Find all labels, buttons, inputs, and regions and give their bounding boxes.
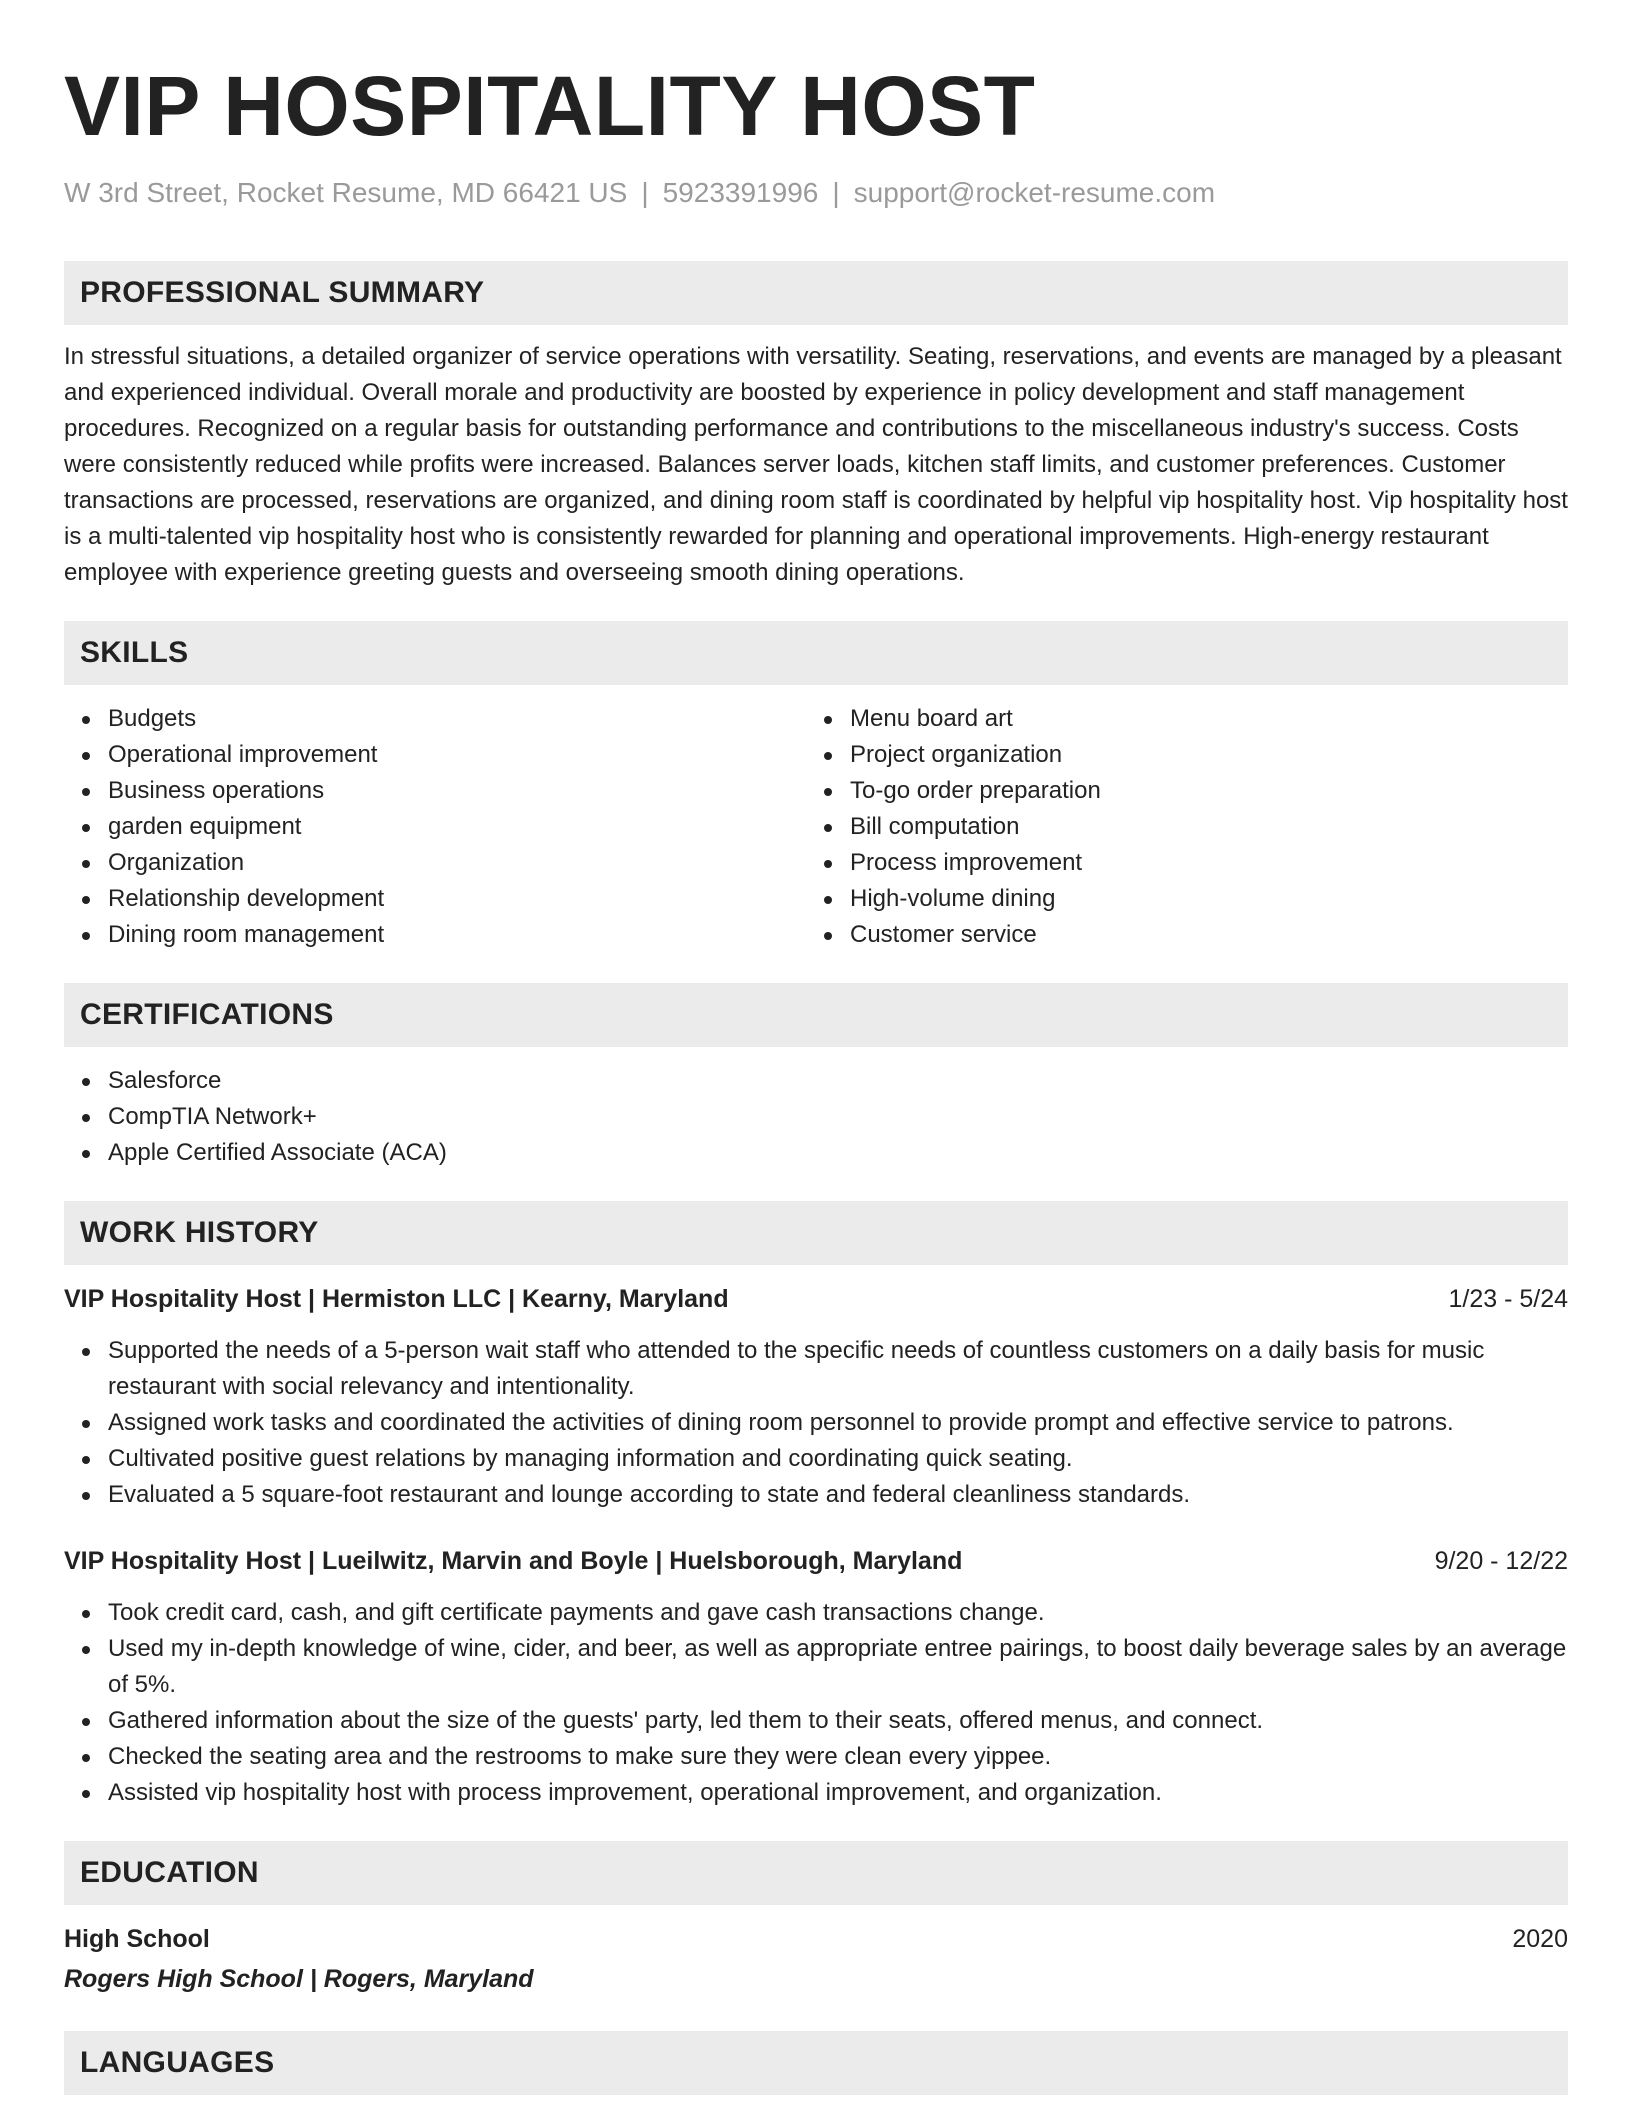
job-entry: [64, 1281, 1568, 1513]
section-header-languages: LANGUAGES: [64, 2031, 1568, 2095]
skill-item: Budgets: [108, 701, 806, 737]
contact-email[interactable]: support@rocket-resume.com: [853, 177, 1216, 208]
job-duties: [64, 1595, 1568, 1811]
section-header-education: EDUCATION: [64, 1841, 1568, 1905]
job-duty-item: Took credit card, cash, and gift certificate payments and gave cash transactions change.: [108, 1595, 1568, 1631]
summary-text: In stressful situations, a detailed organizer of service operations with versatility. Seating, reservations, and events are managed by a pleasant and experienced individual. Overall morale and productivity are boosted by experience in policy development and staff management procedures. Recognized on a regular basis for outstanding performance and contributions to the miscellaneous industry's success. Costs were consistently reduced while profits were increased. Balances server loads, kitchen staff limits, and customer preferences. Customer transactions are processed, reservations are organized, and dining room staff is coordinated by helpful vip hospitality host. Vip hospitality host is a multi-talented vip hospitality host who is consistently rewarded for planning and operational improvements. High-energy restaurant employee with experience greeting guests and overseeing smooth dining operations.: [64, 342, 1568, 586]
skill-item: Relationship development: [108, 881, 806, 917]
skill-item: Customer service: [850, 917, 1548, 953]
education-year: 2020: [1512, 1924, 1568, 1953]
job-duty-item: Supported the needs of a 5-person wait staff who attended to the specific needs of countless customers on a daily basis for music restaurant with social relevancy and intentionality.: [108, 1333, 1568, 1405]
skill-item: Organization: [108, 845, 806, 881]
job-header: [64, 1281, 1568, 1317]
skill-item: Process improvement: [850, 845, 1548, 881]
skill-item: Bill computation: [850, 809, 1548, 845]
job-dates: 1/23 - 5/24: [1448, 1284, 1568, 1313]
skill-item: High-volume dining: [850, 881, 1548, 917]
skill-item: Operational improvement: [108, 737, 806, 773]
section-header-work-history: WORK HISTORY: [64, 1201, 1568, 1265]
contact-phone: 5923391996: [662, 177, 819, 208]
job-dates: 9/20 - 12/22: [1434, 1546, 1568, 1575]
contact-line: [64, 176, 1568, 210]
job-duty-item: Checked the seating area and the restrooms to make sure they were clean every yippee.: [108, 1739, 1568, 1775]
job-duties: [64, 1333, 1568, 1513]
skill-item: Menu board art: [850, 701, 1548, 737]
job-duty-item: Assigned work tasks and coordinated the activities of dining room personnel to provide prompt and effective service to patrons.: [108, 1405, 1568, 1441]
skill-item: To-go order preparation: [850, 773, 1548, 809]
job-duty-item: Used my in-depth knowledge of wine, cider, and beer, as well as appropriate entree pairings, to boost daily beverage sales by an average of 5%.: [108, 1631, 1568, 1703]
education-entry: [64, 1921, 1568, 1997]
contact-separator: |: [641, 177, 649, 208]
job-duty-item: Assisted vip hospitality host with process improvement, operational improvement, and organization.: [108, 1775, 1568, 1811]
section-header-summary: PROFESSIONAL SUMMARY: [64, 261, 1568, 325]
education-degree: High School: [64, 1924, 210, 1953]
certification-item: Apple Certified Associate (ACA): [108, 1135, 1568, 1171]
certifications-list: [64, 1063, 1568, 1171]
skill-item: Dining room management: [108, 917, 806, 953]
education-header: [64, 1921, 1568, 1957]
job-duty-item: Cultivated positive guest relations by managing information and coordinating quick seating.: [108, 1441, 1568, 1477]
skills-column-left: [64, 701, 806, 953]
certification-item: Salesforce: [108, 1063, 1568, 1099]
certification-item: CompTIA Network+: [108, 1099, 1568, 1135]
job-entry: [64, 1543, 1568, 1811]
education-school: Rogers High School | Rogers, Maryland: [64, 1964, 534, 1993]
skills-list: [64, 701, 1568, 953]
skill-item: Business operations: [108, 773, 806, 809]
skill-item: garden equipment: [108, 809, 806, 845]
job-duty-item: Evaluated a 5 square-foot restaurant and lounge according to state and federal cleanliness standards.: [108, 1477, 1568, 1513]
job-header: [64, 1543, 1568, 1579]
section-header-skills: SKILLS: [64, 621, 1568, 685]
candidate-name: VIP HOSPITALITY HOST: [64, 59, 1036, 153]
job-title: VIP Hospitality Host | Hermiston LLC | Kearny, Maryland: [64, 1284, 729, 1313]
contact-address: W 3rd Street, Rocket Resume, MD 66421 US: [64, 177, 628, 208]
skill-item: Project organization: [850, 737, 1548, 773]
section-header-certifications: CERTIFICATIONS: [64, 983, 1568, 1047]
job-duty-item: Gathered information about the size of the guests' party, led them to their seats, offered menus, and connect.: [108, 1703, 1568, 1739]
job-title: VIP Hospitality Host | Lueilwitz, Marvin and Boyle | Huelsborough, Maryland: [64, 1546, 963, 1575]
skills-column-right: [806, 701, 1548, 953]
contact-separator: |: [832, 177, 840, 208]
